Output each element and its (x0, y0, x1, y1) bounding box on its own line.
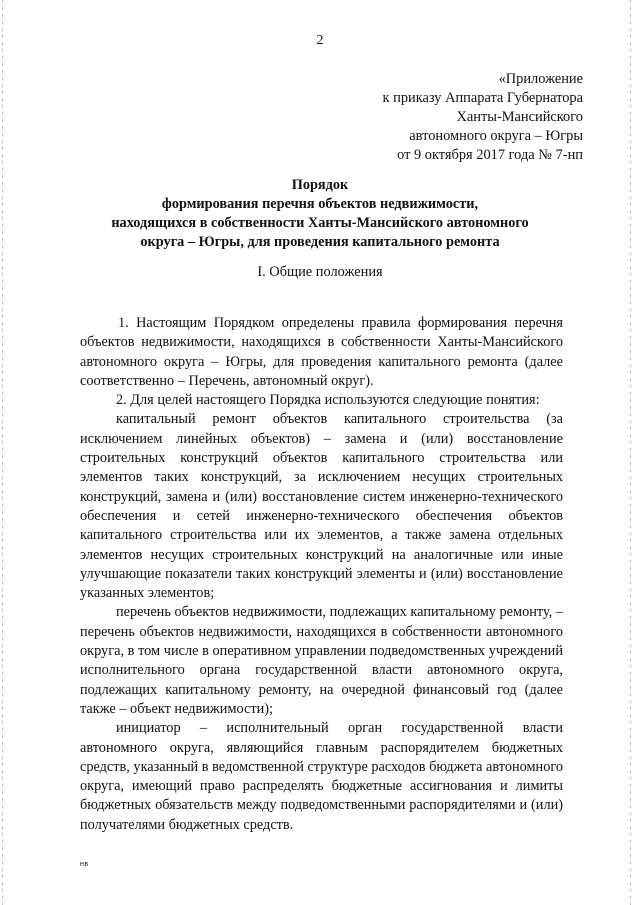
appendix-line: к приказу Аппарата Губернатора (382, 90, 583, 106)
paragraph: 2. Для целей настоящего Порядка используются следующие понятия: (116, 392, 540, 409)
appendix-line: Ханты-Мансийского (456, 109, 583, 125)
appendix-line: автономного округа – Югры (409, 128, 583, 144)
paragraph: перечень объектов недвижимости, подлежащих капитальному ремонту, – перечень объектов недвижимости, находящихся в собственности автономного округа, в том числе в оперативном управлении подведомственных учреждений исполнительного органа государственной власти автономного округа, подлежащих капитальному ремонту, на очередной финансовый год (далее также – объект недвижимости); (80, 604, 563, 717)
paragraph: 1. Настоящим Порядком определены правила формирования перечня объектов недвижимости, находящихся в собственности Ханты-Мансийского автономного округа – Югры, для проведения капитального ремонта (далее соответственно – Перечень, автономный округ). (80, 315, 563, 389)
appendix-line: от 9 октября 2017 года № 7-нп (397, 147, 583, 163)
paragraph: капитальный ремонт объектов капитального строительства (за исключением линейных объектов) – замена и (или) восстановление строительных конструкций объектов капитального строительства или элементов таких конструкций, за исключением несущих строительных конструкций, замена и (или) восстановление систем инженерно-технического обеспечения и сетей инженерно-технического обеспечения объектов капитального строительства или их элементов, а также замена отдельных элементов несущих строительных конструкций на аналогичные или иные улучшающие показатели таких конструкций элементы и (или) восстановление указанных элементов; (80, 411, 563, 602)
title-line: Порядок (291, 177, 349, 193)
title-line: находящихся в собственности Ханты-Мансийского автономного (111, 215, 529, 231)
scan-edge-right (630, 0, 631, 905)
paragraph: инициатор – исполнительный орган государственной власти автономного округа, являющийся главным распорядителем бюджетных средств, указанный в ведомственной структуре расходов бюджета автономного округа, имеющий право распределять бюджетные ассигнования и лимиты бюджетных обязательств между подведомственными распорядителями и (или) получателями бюджетных средств. (80, 720, 563, 833)
document-title (60, 176, 580, 252)
body-text (80, 314, 563, 835)
title-line: формирования перечня объектов недвижимости, (161, 196, 479, 212)
section-heading: I. Общие положения (257, 264, 383, 280)
page-number: 2 (316, 33, 324, 48)
scan-edge-left (2, 0, 3, 905)
title-line: округа – Югры, для проведения капитального ремонта (140, 234, 500, 250)
footer-mark: нв (80, 861, 89, 868)
appendix-block (383, 70, 583, 165)
appendix-line: «Приложение (498, 71, 583, 87)
